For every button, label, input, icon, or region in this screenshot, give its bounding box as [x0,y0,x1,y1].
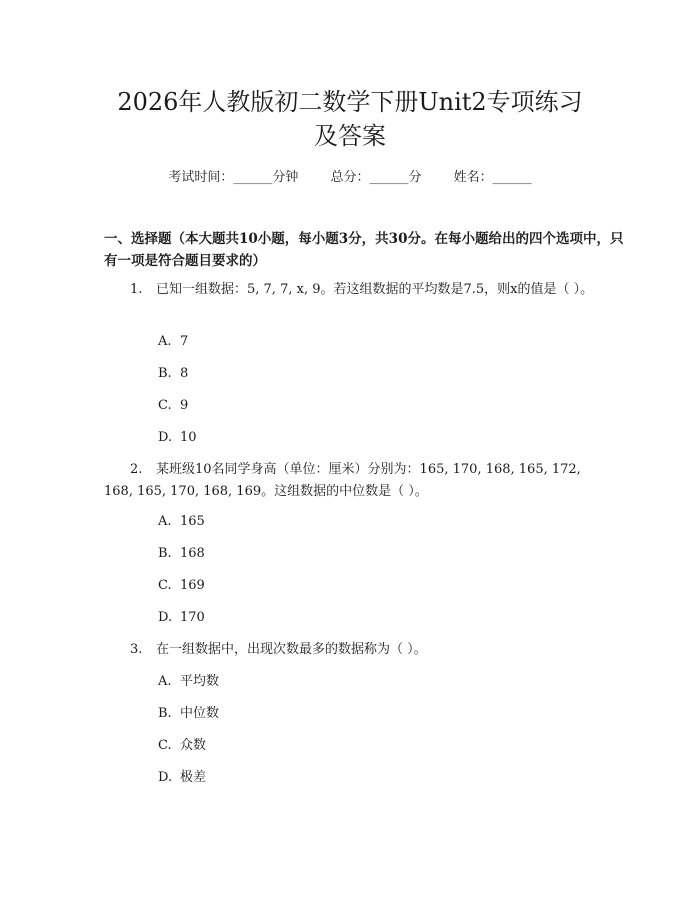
question-1 [104,279,604,301]
option-letter: C. [158,398,172,413]
document-title-line-2: 及答案 [314,122,386,150]
option-text: 中位数 [180,706,220,721]
question-text: 在一组数据中，出现次数最多的数据称为（ ）。 [156,642,427,657]
option-text: 9 [180,398,189,413]
exam-time-field: 考试时间：______分钟 [168,170,299,185]
question-2-option-a [158,512,205,532]
section-heading: 一、选择题（本大题共10小题，每小题3分，共30分。在每小题给出的四个选项中，只有一项是符合题目要求的） [104,231,624,269]
option-text: 165 [180,514,205,529]
question-2-option-b [158,544,205,564]
question-3-option-b [158,704,219,724]
question-1-option-d [158,428,197,448]
question-number: 3. [130,642,143,657]
option-letter: B. [158,366,172,381]
question-1-option-b [158,364,188,384]
exam-info [0,168,700,188]
option-text: 168 [180,546,205,561]
option-letter: C. [158,578,172,593]
question-3 [104,639,604,661]
question-3-option-c [158,736,206,756]
option-letter: C. [158,738,172,753]
question-3-option-a [158,672,219,692]
option-text: 众数 [180,738,207,753]
option-letter: D. [158,430,173,445]
option-letter: B. [158,706,172,721]
question-2-option-d [158,608,205,628]
option-letter: A. [158,514,172,529]
question-number: 2. [130,462,143,477]
question-text: 已知一组数据：5, 7, 7, x, 9。若这组数据的平均数是7.5，则x的值是（ ）。 [156,282,594,297]
option-text: 8 [180,366,189,381]
option-letter: B. [158,546,172,561]
option-text: 7 [180,334,189,349]
option-letter: D. [158,770,173,785]
option-text: 平均数 [180,674,220,689]
option-text: 169 [180,578,205,593]
total-score-field: 总分：______分 [330,170,422,185]
student-name-field: 姓名：______ [453,170,532,185]
option-letter: A. [158,674,172,689]
option-text: 10 [180,430,197,445]
document-title-line-1: 2026年人教版初二数学下册Unit2专项练习 [117,88,583,116]
question-1-option-a [158,332,188,352]
option-letter: A. [158,334,172,349]
question-2-option-c [158,576,205,596]
option-letter: D. [158,610,173,625]
question-3-option-d [158,768,206,788]
option-text: 极差 [180,770,207,785]
question-1-option-c [158,396,188,416]
question-text: 某班级10名同学身高（单位：厘米）分别为：165, 170, 168, 165, 172, 168, 165, 170, 168, 169。这组数据的中位数是（ ）。 [104,462,581,499]
question-2 [104,459,604,503]
option-text: 170 [180,610,205,625]
question-number: 1. [130,282,143,297]
